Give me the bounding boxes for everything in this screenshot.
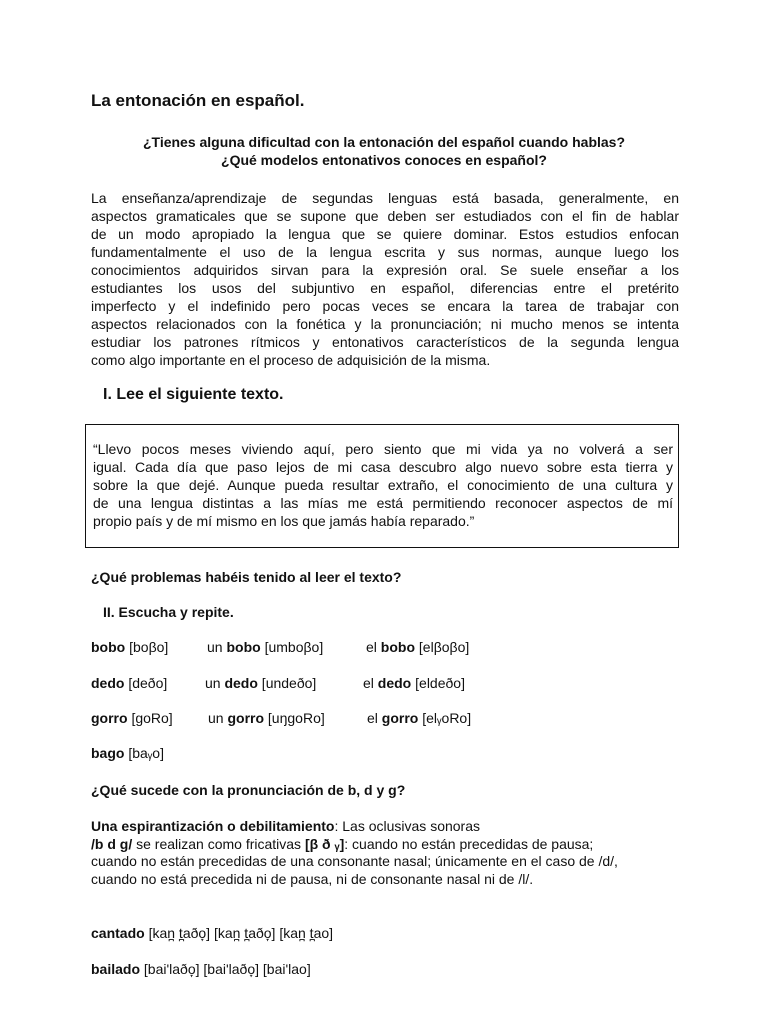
quote-line: propio país y de mí mismo en los que jamás había reparado.” [93, 513, 475, 529]
explanation-line-3: cuando no están precedidas de una consonante nasal; únicamente en el caso de /d/, [91, 853, 618, 869]
paragraph-line: como algo importante en el proceso de adquisición de la misma. [91, 352, 491, 368]
paragraph-line: estudiar los patrones rítmicos y entonativos característicos de la segunda lengua [91, 334, 679, 350]
page-title: La entonación en español. [91, 91, 305, 110]
quote-text [93, 440, 673, 530]
section-2-heading: II. Escucha y repite. [103, 604, 234, 620]
paragraph-line: de un modo apropiado la lengua que se quiere dominar. Estos estudios enfocan [91, 226, 679, 242]
paragraph-line: conocimientos adquiridos sirvan para la expresión oral. Se suele enseñar a los [91, 262, 679, 278]
explanation-line-2: /b d g/ se realizan como fricativas [β ð ᵧ]: cuando no están precedidas de pausa; [91, 835, 594, 852]
paragraph-line: La enseñanza/aprendizaje de segundas lenguas está basada, generalmente, en [91, 190, 679, 206]
explanation-line-1: Una espirantización o debilitamiento: Las oclusivas sonoras [91, 818, 481, 834]
intro-question-2: ¿Qué modelos entonativos conoces en español? [221, 152, 547, 168]
word-col-1: bobo [boβo] [91, 639, 169, 655]
paragraph-line: imperfecto y el indefinido pero pocas veces se encara la tarea de trabajar con [91, 298, 679, 314]
quote-line: de una lengua distintas a las mías me está permitiendo reconocer aspectos de mí [93, 495, 673, 511]
intro-question-1: ¿Tienes alguna dificultad con la entonación del español cuando hablas? [142, 134, 626, 150]
word-col-2: un dedo [undeðo] [205, 675, 317, 691]
explanation-block [91, 818, 691, 888]
section-1-heading: I. Lee el siguiente texto. [103, 386, 284, 403]
paragraph-line: fundamentalmente el uso de la lengua escrita y sus normas, aunque luego los [91, 244, 679, 260]
quote-line: “Llevo pocos meses viviendo aquí, pero siento que mi vida ya no volverá a ser [93, 441, 673, 457]
question-reading: ¿Qué problemas habéis tenido al leer el texto? [91, 569, 402, 585]
example-content: bailado [bai'laðo̞] [bai'laðo̞] [bai'lao] [91, 961, 311, 977]
word-col-3: el bobo [elβoβo] [366, 639, 470, 655]
explanation-line-4: cuando no está precedida ni de pausa, ni de consonante nasal ni de /l/. [91, 870, 534, 887]
paragraph-line: aspectos gramaticales que se supone que deben ser estudiados con el fin de hablar [91, 208, 679, 224]
paragraph-line: estudiantes los usos del subjuntivo en español, diferencias entre el pretérito [91, 280, 679, 296]
paragraph-line: aspectos relacionados con la fonética y la pronunciación; ni mucho menos se intenta [91, 316, 679, 332]
word-col-1: bago [baᵧo] [91, 745, 164, 761]
word-col-2: un gorro [uŋgoRo] [208, 710, 325, 726]
word-col-2: un bobo [umboβo] [207, 639, 324, 655]
word-col-3: el gorro [elᵧoRo] [367, 710, 472, 726]
word-col-1: gorro [goRo] [91, 710, 173, 726]
example-content: cantado [kan̪ t̪aðo̞] [kan̪ t̪aðo̞] [kan̪ t̪ao] [91, 925, 334, 941]
quote-line: sobre la que dejé. Aunque pueda resultar extraño, el conocimiento de una cultura y [93, 477, 673, 493]
word-col-3: el dedo [eldeðo] [363, 675, 465, 691]
question-pronunciation: ¿Qué sucede con la pronunciación de b, d y g? [91, 782, 406, 798]
quote-box [85, 424, 679, 548]
intro-paragraph [91, 189, 679, 369]
quote-line: igual. Cada día que paso lejos de mi casa descubro algo nuevo sobre esta tierra y [93, 459, 673, 475]
word-col-1: dedo [deðo] [91, 675, 168, 691]
